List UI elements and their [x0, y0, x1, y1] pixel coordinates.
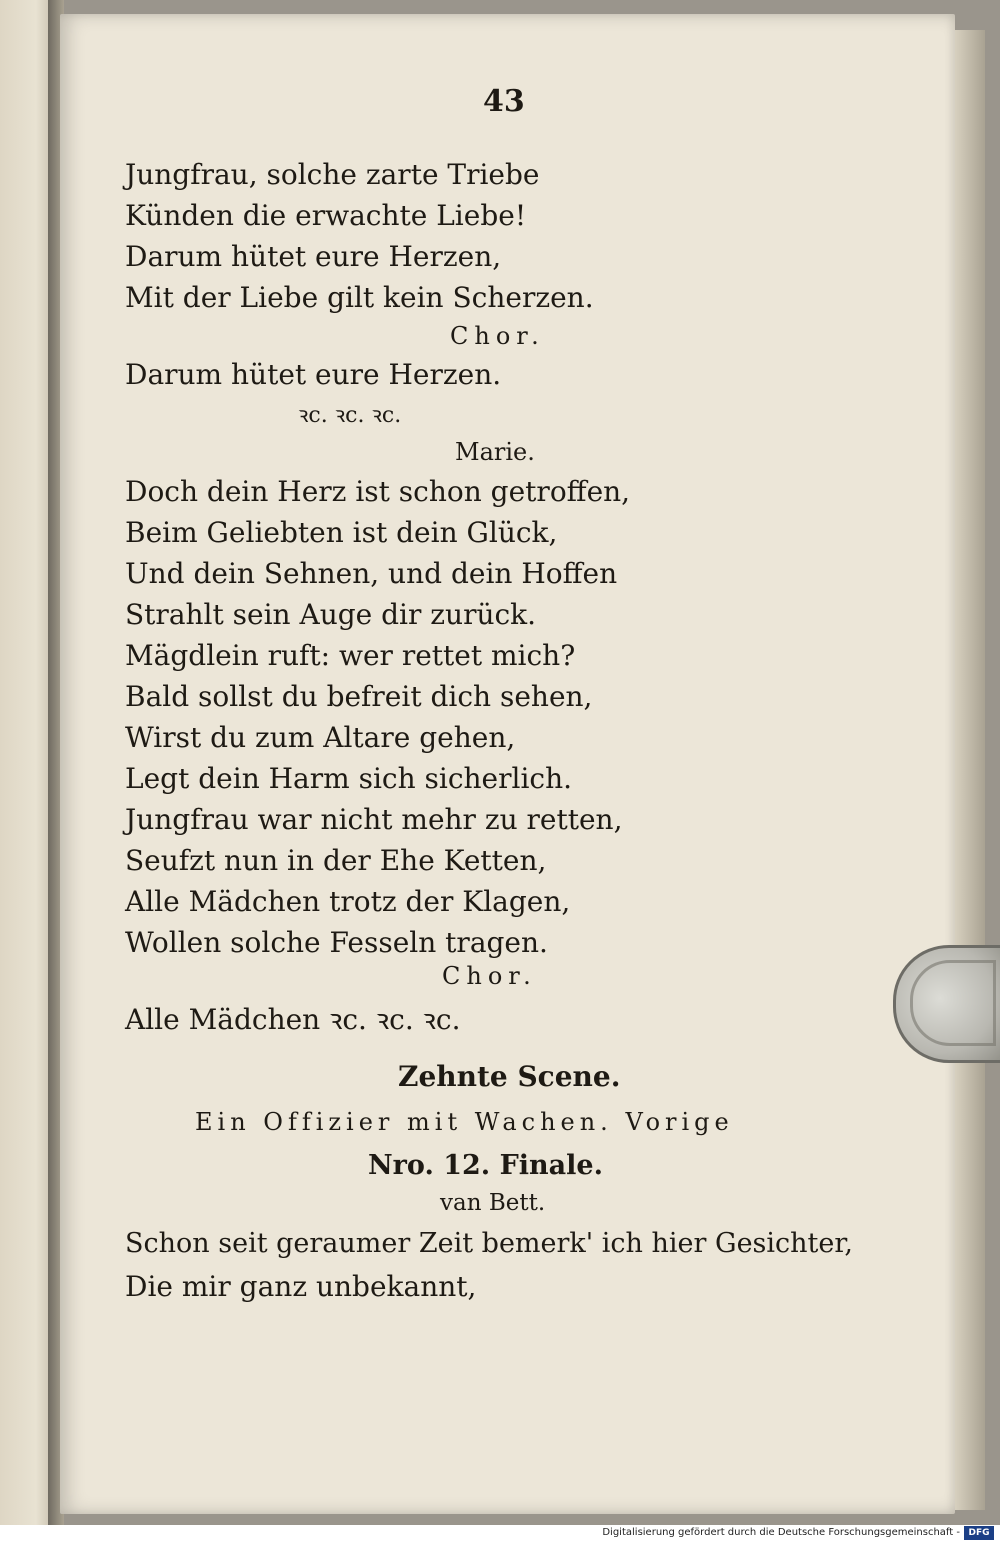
number-heading: Nro. 12. Finale.	[368, 1150, 603, 1181]
text-line: Schon seit geraumer Zeit bemerk' ich hier Gesichter,	[125, 1228, 853, 1259]
repeat-marks: ꝛc. ꝛc. ꝛc.	[298, 403, 402, 428]
text-line: Darum hütet eure Herzen,	[125, 240, 502, 273]
text-line: Legt dein Harm sich sicherlich.	[125, 762, 573, 795]
page-right-edge	[955, 30, 985, 1510]
speaker-label: Chor.	[442, 962, 537, 990]
text-line: Jungfrau, solche zarte Triebe	[125, 158, 540, 191]
text-line: Darum hütet eure Herzen.	[125, 358, 502, 391]
speaker-label: Chor.	[450, 322, 545, 350]
speaker-label: van Bett.	[440, 1190, 546, 1216]
text-line: Beim Geliebten ist dein Glück,	[125, 516, 558, 549]
text-line: Bald sollst du befreit dich sehen,	[125, 680, 593, 713]
text-line: Strahlt sein Auge dir zurück.	[125, 598, 537, 631]
text-line: Alle Mädchen ꝛc. ꝛc. ꝛc.	[125, 1003, 461, 1036]
text-line: Wirst du zum Altare gehen,	[125, 721, 516, 754]
text-line: Doch dein Herz ist schon getroffen,	[125, 475, 631, 508]
text-line: Mit der Liebe gilt kein Scherzen.	[125, 281, 594, 314]
speaker-label: Marie.	[455, 438, 535, 466]
text-line: Die mir ganz unbekannt,	[125, 1270, 477, 1303]
scene-heading: Zehnte Scene.	[398, 1060, 621, 1093]
text-line: Und dein Sehnen, und dein Hoffen	[125, 557, 618, 590]
text-line: Jungfrau war nicht mehr zu retten,	[125, 803, 623, 836]
dfg-logo: DFG	[964, 1526, 994, 1540]
text-line: Wollen solche Fesseln tragen.	[125, 926, 548, 959]
text-line: Künden die erwachte Liebe!	[125, 199, 527, 232]
stage-direction: Ein Offizier mit Wachen. Vorige	[195, 1108, 734, 1136]
page-clip-inner	[910, 960, 996, 1046]
text-line: Mägdlein ruft: wer rettet mich?	[125, 639, 576, 672]
text-line: Alle Mädchen trotz der Klagen,	[125, 885, 571, 918]
text-line: Seufzt nun in der Ehe Ketten,	[125, 844, 547, 877]
footer-credit: Digitalisierung gefördert durch die Deutsche Forschungsgemeinschaft -	[602, 1527, 960, 1538]
page-number: 43	[483, 84, 525, 119]
footer-bar	[0, 1525, 1000, 1542]
